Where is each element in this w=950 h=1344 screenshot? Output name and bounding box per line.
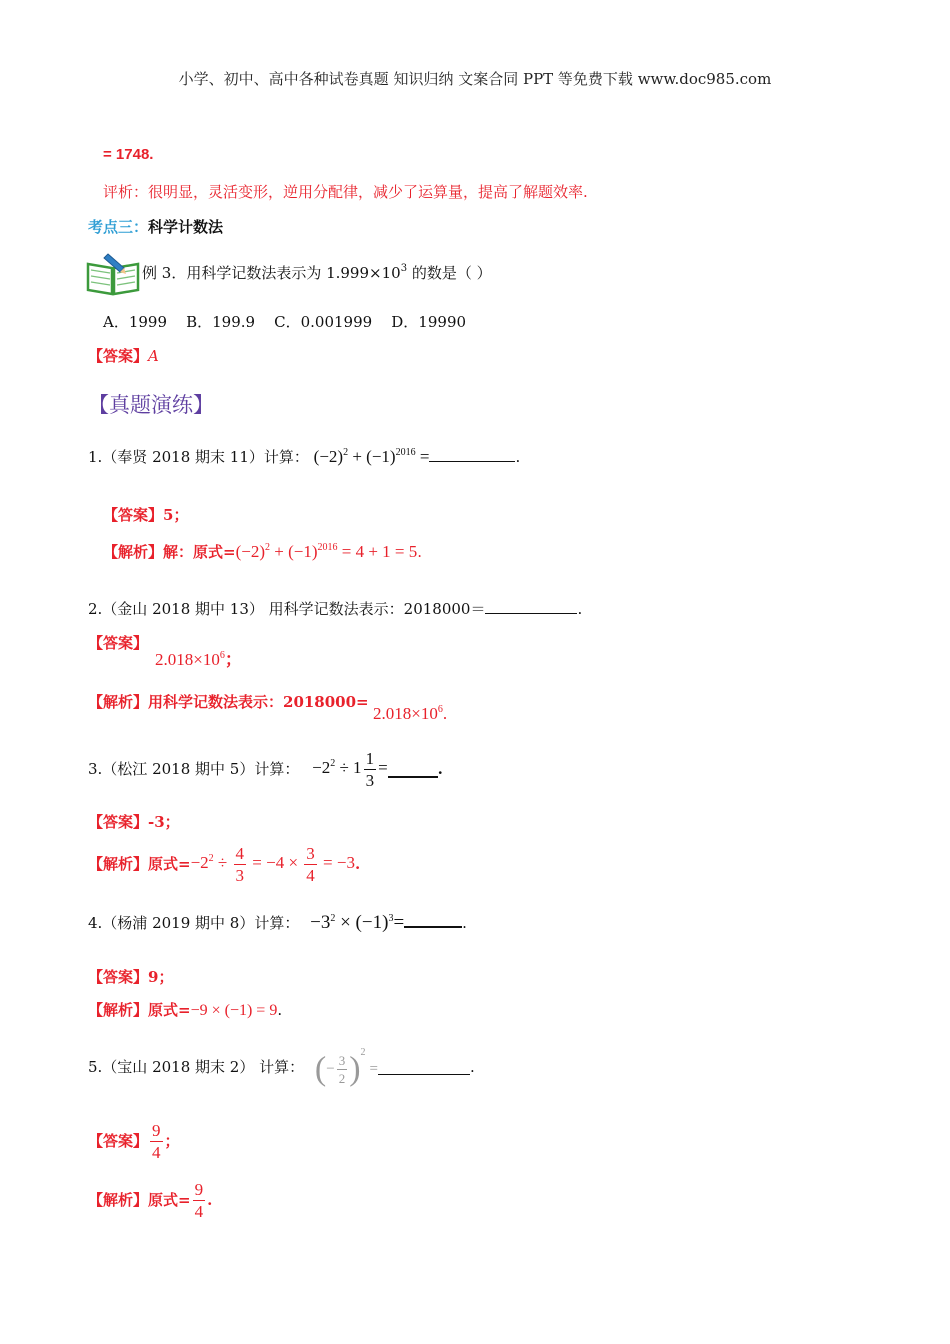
page-header: 小学、初中、高中各种试卷真题 知识归纳 文案合同 PPT 等免费下载 www.doc985.com — [178, 70, 772, 88]
option-d: D．19990 — [391, 313, 467, 331]
problem-5-answer: 【答案】 $\frac{9}{4}$ ； — [88, 1121, 180, 1162]
example3-label: 例 3 — [142, 264, 172, 282]
problem-3-answer: 【答案】-3； — [88, 813, 180, 831]
problem-2-answer-value: $2.018\times 10^6$； — [155, 650, 242, 669]
example3-answer — [88, 345, 159, 366]
problem-2-stem: 2.（金山 2018 期中 13） 用科学记数法表示：2018000＝ — [88, 600, 486, 618]
problem-3-stem: 3.（松江 2018 期中 5）计算： — [88, 760, 300, 778]
problem-3-analysis: 【解析】原式$=-2^2$ ÷ $\frac{4}{3}$ = −4 × $\frac{3}{4}$ = −3. — [88, 844, 361, 885]
problem-2-analysis-value: $2.018\times 10^6$. — [373, 704, 448, 723]
kaodian-heading — [88, 216, 223, 237]
kaodian-prefix: 考点三： — [88, 218, 149, 236]
problem-1-expression: $(-2)^2 + (-1)^{2016}$ = — [313, 447, 430, 466]
problem-4-answer: 【答案】9； — [88, 968, 174, 986]
problem-5-analysis: 【解析】原式= $\frac{9}{4}$ . — [88, 1180, 213, 1221]
problem-5-answer-blank — [378, 1060, 470, 1075]
problem-1-answer-blank — [429, 447, 515, 462]
problem-4: 4.（杨浦 2019 期中 8）计算： $-3^2 \times (-1)^3=$ . — [88, 912, 467, 933]
section-title: 【真题演练】 — [88, 393, 214, 417]
option-c: C．0.001999 — [274, 313, 373, 331]
problem-1-stem: 1.（奉贤 2018 期末 11）计算： — [88, 448, 309, 466]
problem-2-analysis: 【解析】用科学记数法表示：2018000= — [88, 693, 369, 711]
example3-exponent: 3 — [400, 263, 408, 274]
answer-value: A — [148, 347, 159, 365]
example3-options — [103, 311, 466, 332]
example3-question-text: ．用科学记数法表示为 1.999×10 — [171, 264, 401, 282]
problem-2: 2.（金山 2018 期中 13） 用科学记数法表示：2018000＝ . — [88, 600, 583, 618]
answer-label: 【答案】 — [88, 347, 149, 365]
problem-5: 5.（宝山 2018 期末 2） 计算： (− $\frac{3}{2}$ )$^2$= . — [88, 1047, 475, 1088]
problem-1: 1.（奉贤 2018 期末 11）计算： $(-2)^2 + (-1)^{2016}$ = . — [88, 447, 521, 466]
option-a: A．1999 — [103, 313, 168, 331]
problem-2-answer-blank — [485, 599, 577, 614]
example3-question — [142, 262, 492, 283]
problem-5-stem: 5.（宝山 2018 期末 2） 计算： — [88, 1057, 305, 1076]
problem-5-expression: (− $\frac{3}{2}$ )$^2$= — [314, 1047, 378, 1088]
problem-4-analysis: 【解析】原式=−9 × (−1) = 9. — [88, 1001, 283, 1019]
result-line: = 1748. — [103, 146, 154, 163]
problem-1-analysis: 【解析】解：原式$=(-2)^2 + (-1)^{2016} = 4 + 1 = 5$. — [103, 542, 423, 561]
example3-question-tail: 的数是（ ） — [407, 264, 492, 282]
problem-3-expression: $-2^2 \div 1$ $\frac{1}{3}$ = — [312, 749, 388, 790]
option-b: B．199.9 — [186, 313, 256, 331]
book-pencil-icon — [86, 250, 140, 296]
kaodian-title: 科学计数法 — [148, 218, 224, 236]
problem-2-answer: 【答案】 — [88, 634, 149, 652]
problem-1-answer: 【答案】5； — [103, 506, 189, 524]
analysis-comment: 评析：很明显，灵活变形，逆用分配律，减少了运算量，提高了解题效率. — [103, 183, 588, 201]
problem-3-answer-blank — [388, 762, 438, 778]
problem-4-expression: $-3^2 \times (-1)^3=$ — [310, 912, 405, 933]
problem-3: 3.（松江 2018 期中 5）计算： $-2^2 \div 1$ $\frac{1}{3}$ = . — [88, 749, 443, 790]
problem-4-stem: 4.（杨浦 2019 期中 8）计算： — [88, 914, 300, 932]
problem-4-answer-blank — [404, 912, 462, 928]
